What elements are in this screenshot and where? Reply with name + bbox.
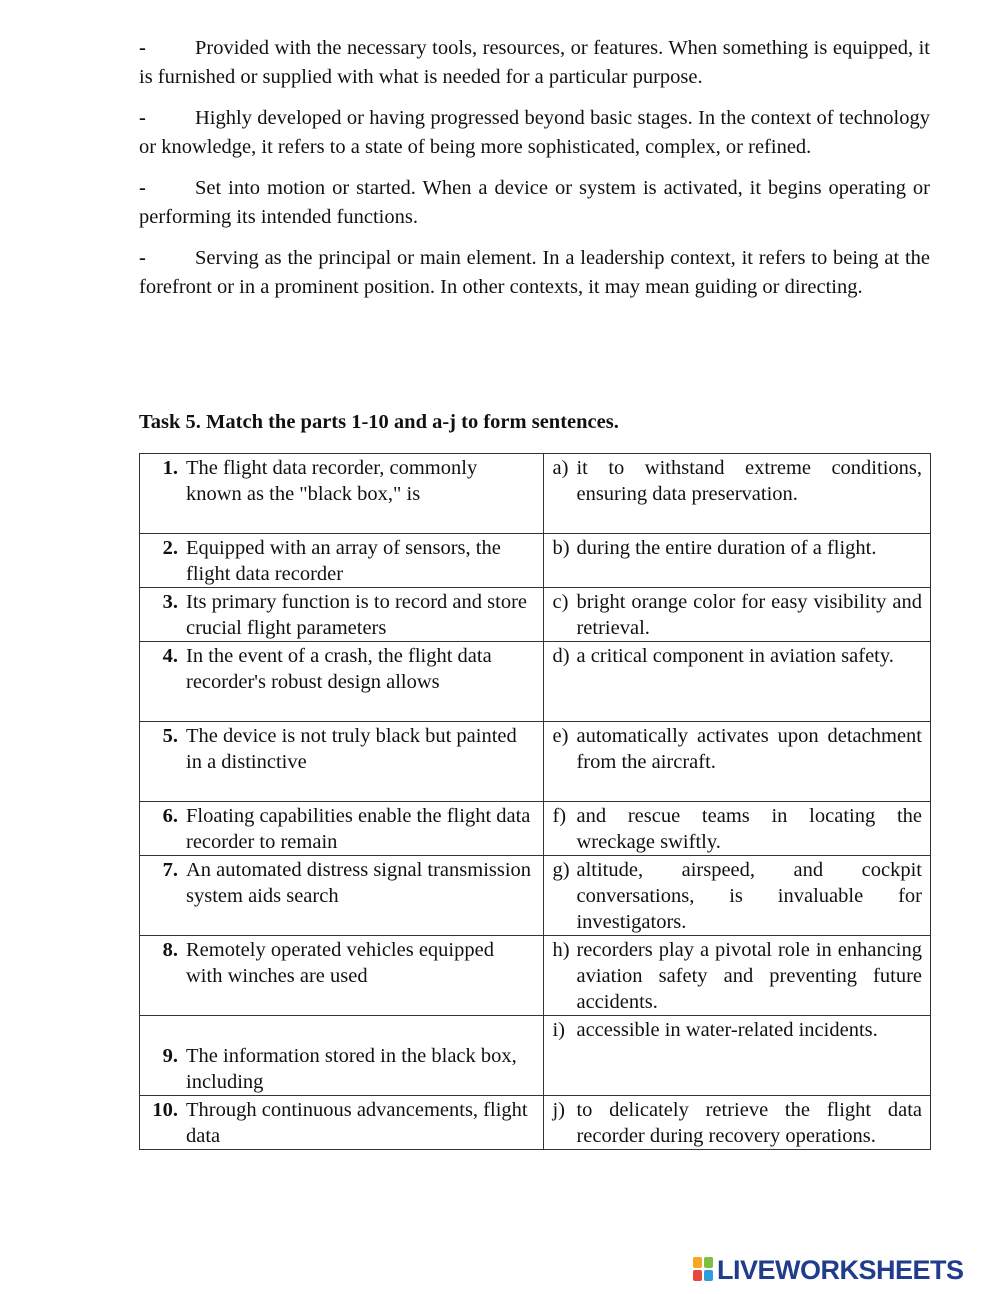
- sentence-end-cell: [544, 534, 931, 588]
- sentence-end: [552, 589, 922, 641]
- item-text: An automated distress signal transmission system aids search: [186, 859, 532, 907]
- task-title: Task 5. Match the parts 1-10 and a-j to form sentences.: [139, 411, 619, 433]
- sentence-start-cell: [140, 534, 544, 588]
- item-letter: b): [552, 537, 570, 559]
- definition-2: [139, 104, 930, 161]
- item-letter: j): [552, 1099, 566, 1121]
- item-text: Its primary function is to record and store crucial flight parameters: [186, 591, 528, 639]
- sentence-end-cell: [544, 936, 931, 1016]
- sentence-end-cell: [544, 856, 931, 936]
- matching-table: [139, 453, 931, 1150]
- definition-text: Highly developed or having progressed beyond basic stages. In the context of technology or knowledge, it refers to a state of being more sophisticated, complex, or refined.: [139, 107, 930, 158]
- definition-dash: -: [139, 177, 146, 199]
- sentence-start-cell: [140, 588, 544, 642]
- item-text: altitude, airspeed, and cockpit conversations, is invaluable for investigators.: [576, 859, 922, 933]
- definition-text: Serving as the principal or main element. In a leadership context, it refers to being at the forefront or in a prominent position. In other contexts, it may mean guiding or directing.: [139, 247, 930, 298]
- sentence-start: [148, 535, 535, 587]
- sentence-end: [552, 723, 922, 775]
- table-row: [140, 802, 931, 856]
- item-letter: h): [552, 939, 570, 961]
- sentence-start-cell: [140, 1016, 544, 1096]
- sentence-end-cell: [544, 454, 931, 534]
- item-number: 6.: [162, 805, 178, 827]
- sentence-end: [552, 857, 922, 935]
- item-number: 7.: [162, 859, 178, 881]
- item-text: Remotely operated vehicles equipped with winches are used: [186, 939, 494, 987]
- sentence-start-cell: [140, 642, 544, 722]
- definition-dash: -: [139, 247, 146, 269]
- table-row: [140, 1096, 931, 1150]
- definition-3: [139, 174, 930, 231]
- item-text: to delicately retrieve the flight data recorder during recovery operations.: [576, 1099, 922, 1147]
- sentence-start: [148, 857, 535, 909]
- item-letter: f): [552, 805, 567, 827]
- item-text: a critical component in aviation safety.: [576, 645, 894, 667]
- item-text: it to withstand extreme conditions, ensuring data preservation.: [576, 457, 922, 505]
- sentence-end: [552, 455, 922, 507]
- sentence-start: [148, 589, 535, 641]
- item-text: The information stored in the black box, including: [186, 1045, 517, 1093]
- sentence-end: [552, 643, 922, 669]
- item-letter: i): [552, 1019, 566, 1041]
- sentence-start-cell: [140, 722, 544, 802]
- definition-text: Set into motion or started. When a device or system is activated, it begins operating or performing its intended functions.: [139, 177, 930, 228]
- item-letter: g): [552, 859, 570, 881]
- item-text: Through continuous advancements, flight data: [186, 1099, 528, 1147]
- item-text: during the entire duration of a flight.: [576, 537, 877, 559]
- sentence-start: [148, 723, 535, 775]
- definition-dash: -: [139, 107, 146, 129]
- sentence-end: [552, 803, 922, 855]
- item-number: 10.: [152, 1099, 178, 1121]
- definition-text: Provided with the necessary tools, resources, or features. When something is equipped, it is furnished or supplied with what is needed for a particular purpose.: [139, 37, 930, 88]
- item-text: The flight data recorder, commonly known as the "black box," is: [186, 457, 478, 505]
- sentence-start: [148, 1043, 535, 1095]
- item-number: 8.: [162, 939, 178, 961]
- definition-1: [139, 34, 930, 91]
- item-number: 1.: [162, 457, 178, 479]
- sentence-start: [148, 937, 535, 989]
- sentence-end: [552, 937, 922, 1015]
- table-row: [140, 454, 931, 534]
- table-row: [140, 856, 931, 936]
- sentence-end: [552, 1097, 922, 1149]
- sentence-end: [552, 1017, 922, 1043]
- sentence-start: [148, 1097, 535, 1149]
- item-number: 2.: [162, 537, 178, 559]
- item-text: Floating capabilities enable the flight data recorder to remain: [186, 805, 531, 853]
- liveworksheets-logo: [693, 1254, 964, 1286]
- sentence-start: [148, 803, 535, 855]
- item-letter: d): [552, 645, 570, 667]
- sentence-start: [148, 643, 535, 695]
- sentence-start-cell: [140, 802, 544, 856]
- item-number: 5.: [162, 725, 178, 747]
- sentence-end-cell: [544, 1096, 931, 1150]
- item-text: and rescue teams in locating the wreckage swiftly.: [576, 805, 922, 853]
- item-text: recorders play a pivotal role in enhancing aviation safety and preventing future accidents.: [576, 939, 922, 1013]
- item-text: bright orange color for easy visibility and retrieval.: [576, 591, 922, 639]
- logo-blocks-icon: [693, 1257, 715, 1283]
- definitions-list: [139, 34, 930, 314]
- item-letter: a): [552, 457, 569, 479]
- item-letter: e): [552, 725, 569, 747]
- sentence-end-cell: [544, 1016, 931, 1096]
- table-row: [140, 936, 931, 1016]
- sentence-end-cell: [544, 588, 931, 642]
- item-number: 9.: [162, 1045, 178, 1067]
- table-row: [140, 534, 931, 588]
- definition-dash: -: [139, 37, 146, 59]
- item-text: Equipped with an array of sensors, the flight data recorder: [186, 537, 501, 585]
- table-row: [140, 588, 931, 642]
- item-text: In the event of a crash, the flight data recorder's robust design allows: [186, 645, 492, 693]
- sentence-end-cell: [544, 642, 931, 722]
- sentence-start-cell: [140, 454, 544, 534]
- item-text: accessible in water-related incidents.: [576, 1019, 878, 1041]
- sentence-start-cell: [140, 856, 544, 936]
- definition-4: [139, 244, 930, 301]
- table-row: [140, 642, 931, 722]
- sentence-start-cell: [140, 936, 544, 1016]
- table-row: [140, 1016, 931, 1096]
- item-number: 3.: [162, 591, 178, 613]
- sentence-end-cell: [544, 722, 931, 802]
- item-letter: c): [552, 591, 569, 613]
- item-text: automatically activates upon detachment from the aircraft.: [576, 725, 922, 773]
- sentence-start-cell: [140, 1096, 544, 1150]
- sentence-end-cell: [544, 802, 931, 856]
- item-text: The device is not truly black but painted in a distinctive: [186, 725, 517, 773]
- item-number: 4.: [162, 645, 178, 667]
- sentence-end: [552, 535, 922, 561]
- table-row: [140, 722, 931, 802]
- brand-name: LIVEWORKSHEETS: [717, 1254, 964, 1285]
- sentence-start: [148, 455, 535, 507]
